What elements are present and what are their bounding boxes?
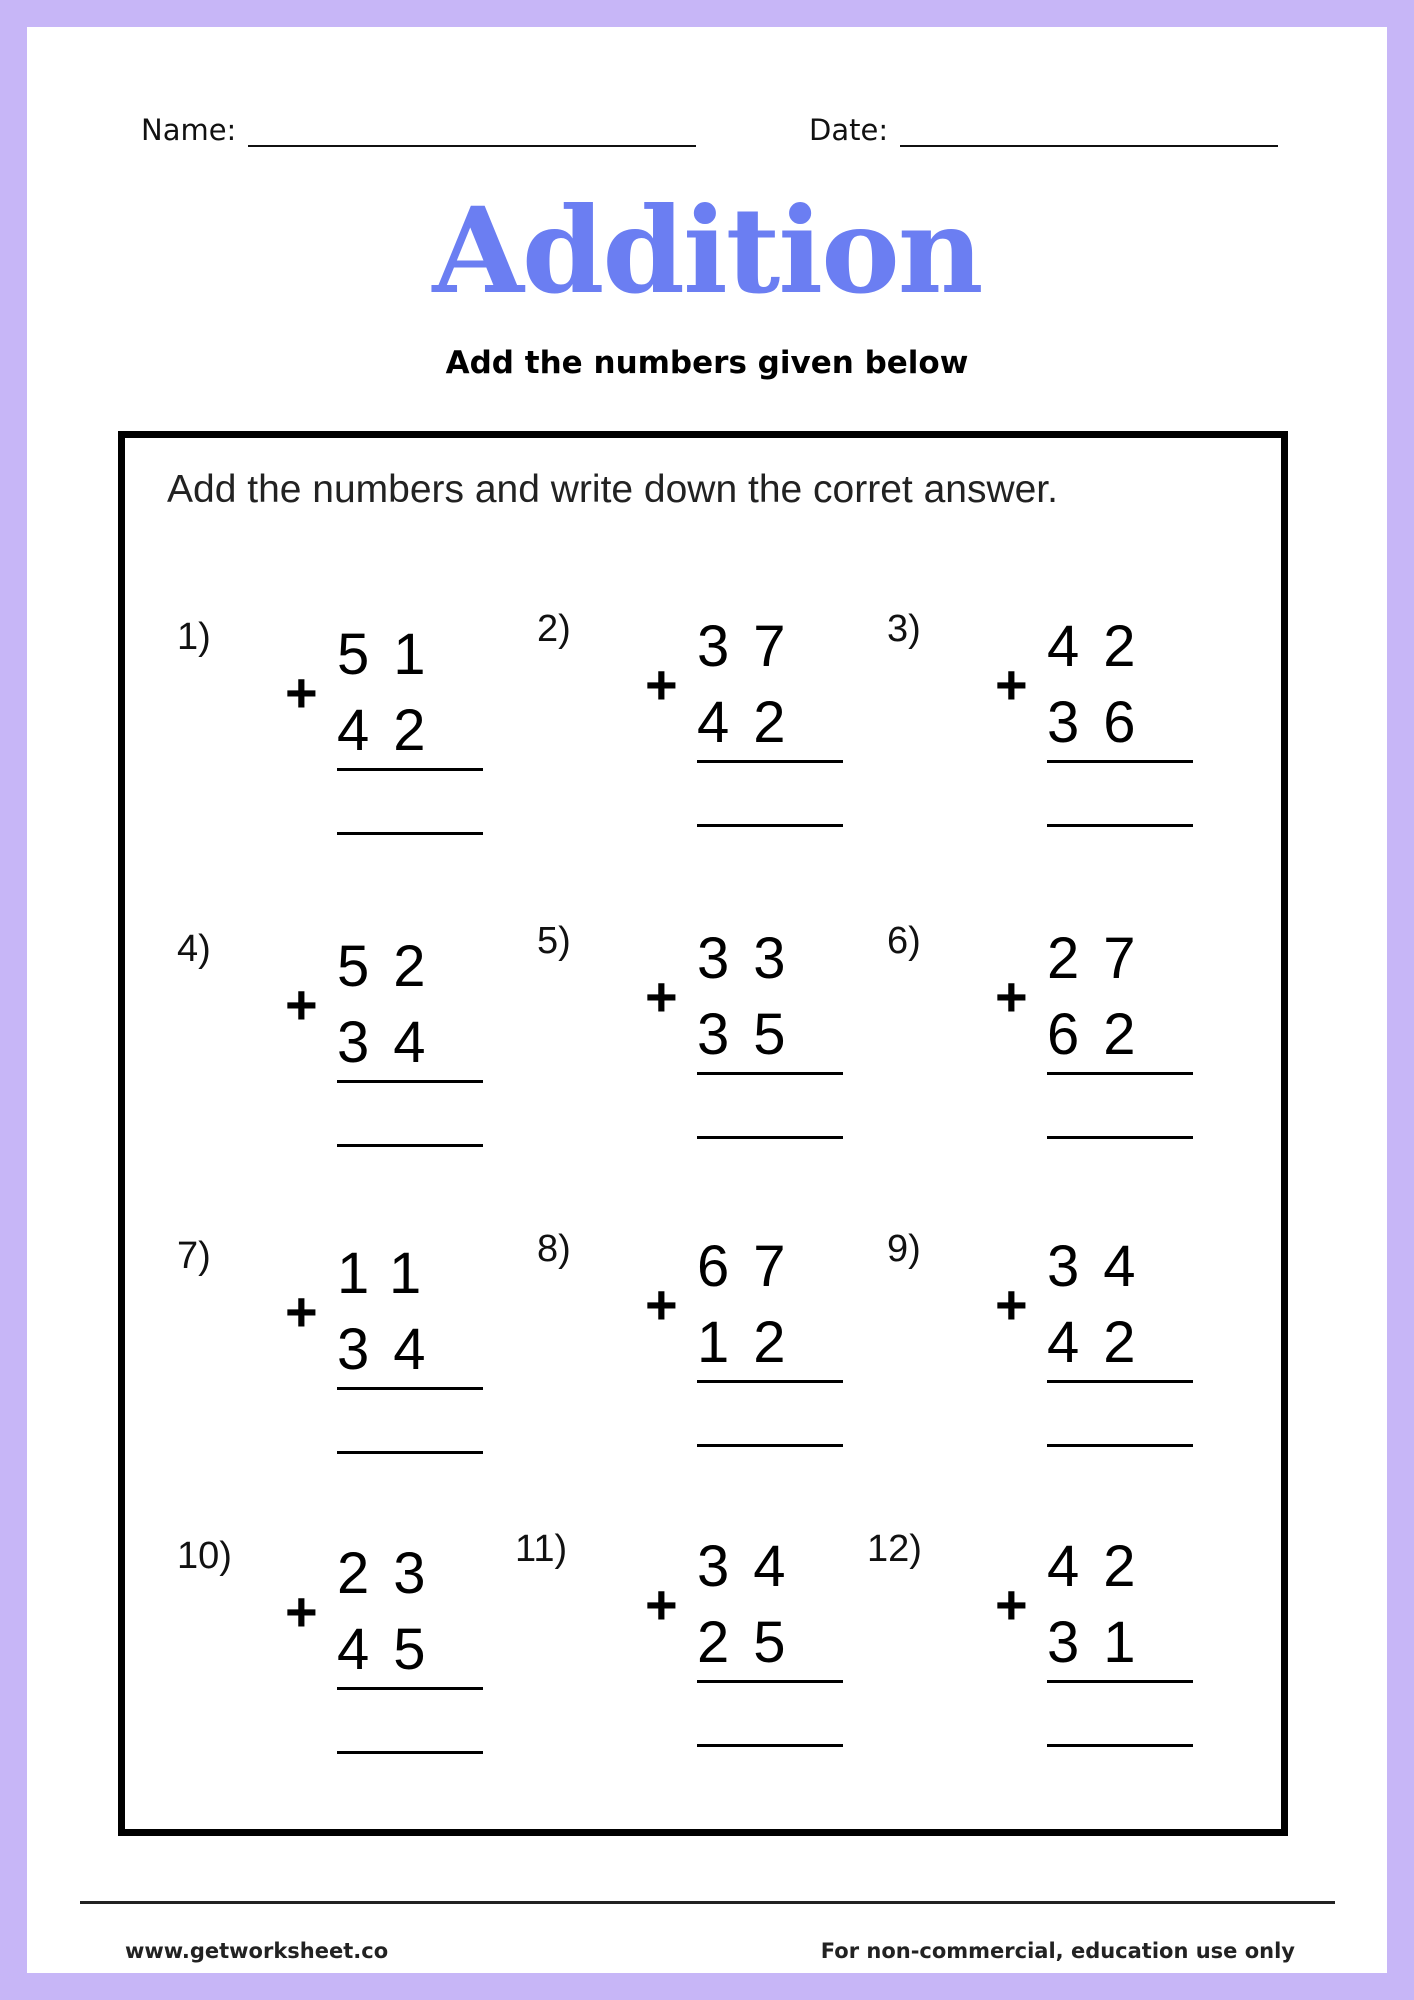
problem-12 (867, 1528, 1207, 1768)
addend-bottom: 42 (337, 698, 450, 763)
addend-bottom: 36 (1047, 690, 1160, 755)
problem-number: 4) (177, 928, 211, 970)
addend-bottom: 35 (697, 1002, 810, 1067)
footer-license: For non-commercial, education use only (820, 1939, 1295, 1963)
problem-number: 7) (177, 1235, 211, 1277)
addend-bottom: 42 (1047, 1310, 1160, 1375)
problem-7 (177, 1235, 497, 1475)
answer-blank[interactable] (697, 1744, 843, 1747)
addend-bottom: 34 (337, 1010, 450, 1075)
worksheet-page (27, 27, 1387, 1973)
footer-divider (80, 1901, 1335, 1904)
addend-top: 42 (1047, 614, 1160, 679)
answer-blank[interactable] (337, 1144, 483, 1147)
problem-number: 3) (887, 608, 921, 650)
sum-line (697, 1072, 843, 1075)
addend-bottom: 42 (697, 690, 810, 755)
sum-line (697, 760, 843, 763)
plus-sign: + (645, 1273, 678, 1336)
plus-sign: + (645, 965, 678, 1028)
addend-bottom: 45 (337, 1617, 450, 1682)
name-row (141, 113, 696, 147)
sum-line (697, 1680, 843, 1683)
answer-blank[interactable] (1047, 1136, 1193, 1139)
date-field[interactable] (900, 115, 1278, 147)
problem-11 (515, 1528, 857, 1768)
problem-number: 5) (537, 920, 571, 962)
plus-sign: + (285, 1280, 318, 1343)
problem-number: 10) (177, 1535, 232, 1577)
answer-blank[interactable] (697, 1444, 843, 1447)
page-title: Addition (432, 181, 982, 320)
plus-sign: + (995, 1273, 1028, 1336)
problem-3 (887, 608, 1207, 848)
problem-number: 6) (887, 920, 921, 962)
plus-sign: + (645, 1573, 678, 1636)
plus-sign: + (645, 653, 678, 716)
addend-bottom: 12 (697, 1310, 810, 1375)
addend-bottom: 62 (1047, 1002, 1160, 1067)
answer-blank[interactable] (1047, 1444, 1193, 1447)
date-label: Date: (809, 113, 889, 147)
page-subtitle: Add the numbers given below (445, 345, 969, 381)
addend-top: 27 (1047, 926, 1160, 991)
footer-website: www.getworksheet.co (125, 1939, 389, 1963)
problem-2 (537, 608, 857, 848)
addend-top: 23 (337, 1541, 450, 1606)
addend-top: 67 (697, 1234, 810, 1299)
answer-blank[interactable] (697, 824, 843, 827)
sum-line (337, 1080, 483, 1083)
sum-line (337, 768, 483, 771)
problem-5 (537, 920, 857, 1160)
sum-line (337, 1387, 483, 1390)
plus-sign: + (285, 661, 318, 724)
addend-top: 34 (1047, 1234, 1160, 1299)
problem-4 (177, 928, 497, 1168)
answer-blank[interactable] (337, 832, 483, 835)
sum-line (337, 1687, 483, 1690)
sum-line (1047, 1380, 1193, 1383)
problem-number: 12) (867, 1528, 922, 1570)
instructions: Add the numbers and write down the corret answer. (167, 468, 1058, 511)
problem-1 (177, 616, 497, 856)
problem-number: 2) (537, 608, 571, 650)
addend-bottom: 25 (697, 1610, 810, 1675)
answer-blank[interactable] (697, 1136, 843, 1139)
addend-top: 51 (337, 622, 450, 687)
plus-sign: + (995, 653, 1028, 716)
addend-top: 42 (1047, 1534, 1160, 1599)
problems-box (118, 431, 1288, 1836)
sum-line (697, 1380, 843, 1383)
addend-bottom: 34 (337, 1317, 450, 1382)
sum-line (1047, 1680, 1193, 1683)
addend-top: 37 (697, 614, 810, 679)
sum-line (1047, 1072, 1193, 1075)
problem-9 (887, 1228, 1207, 1468)
problem-number: 8) (537, 1228, 571, 1270)
addend-bottom: 31 (1047, 1610, 1160, 1675)
problem-10 (177, 1535, 497, 1775)
answer-blank[interactable] (1047, 1744, 1193, 1747)
name-label: Name: (141, 113, 237, 147)
plus-sign: + (995, 1573, 1028, 1636)
answer-blank[interactable] (1047, 824, 1193, 827)
problem-number: 1) (177, 616, 211, 658)
plus-sign: + (285, 1580, 318, 1643)
addend-top: 33 (697, 926, 810, 991)
plus-sign: + (995, 965, 1028, 1028)
problem-number: 11) (515, 1528, 568, 1570)
answer-blank[interactable] (337, 1451, 483, 1454)
answer-blank[interactable] (337, 1751, 483, 1754)
problem-8 (537, 1228, 857, 1468)
name-field[interactable] (248, 115, 696, 147)
sum-line (1047, 760, 1193, 763)
problem-number: 9) (887, 1228, 921, 1270)
plus-sign: + (285, 973, 318, 1036)
addend-top: 11 (337, 1241, 446, 1306)
addend-top: 52 (337, 934, 450, 999)
date-row (809, 113, 1278, 147)
problem-6 (887, 920, 1207, 1160)
addend-top: 34 (697, 1534, 810, 1599)
